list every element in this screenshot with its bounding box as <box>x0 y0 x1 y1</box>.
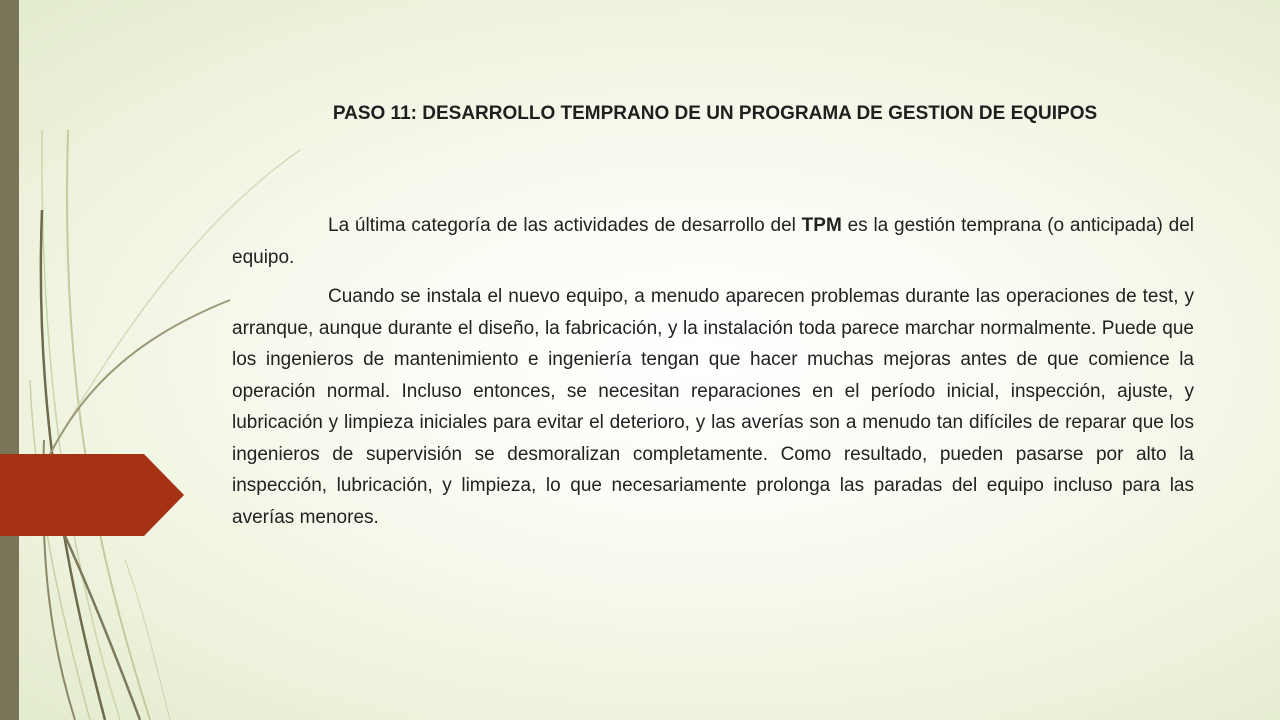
stem-light-1 <box>67 130 150 720</box>
stem-light-2 <box>42 130 120 720</box>
accent-arrow-tab <box>0 454 184 536</box>
slide-body <box>232 210 1194 541</box>
slide-title: PASO 11: DESARROLLO TEMPRANO DE UN PROGRAMA DE GESTION DE EQUIPOS <box>332 103 1098 124</box>
stem-light-4 <box>30 380 90 720</box>
paragraph-2: Cuando se instala el nuevo equipo, a menudo aparecen problemas durante las operaciones de test, y arranque, aunque durante el diseño, la fabricación, y la instalación toda parece marchar normalmente. Puede que los ingenieros de mantenimiento e ingeniería tengan que hacer muchas mejoras antes de que comience la operación normal. Incluso entonces, se necesitan reparaciones en el período inicial, inspección, ajuste, y lubricación y limpieza iniciales para evitar el deterioro, y las averías son a menudo tan difíciles de reparar que los ingenieros de supervisión se desmoralizan completamente. Como resultado, pueden pasarse por alto la inspección, lubricación, y limpieza, lo que necesariamente prolonga las paradas del equipo incluso para las averías menores. <box>232 286 1194 528</box>
paragraph-1-text-end: es la gestión temprana (o anticipada) del equipo. <box>232 215 1194 268</box>
left-accent-bar <box>0 0 19 720</box>
tpm-emphasis: TPM <box>801 215 842 236</box>
paragraph-1-text-start: La última categoría de las actividades de desarrollo del <box>328 215 802 236</box>
paragraph-1 <box>232 210 1194 273</box>
stem-light-5 <box>125 560 170 720</box>
